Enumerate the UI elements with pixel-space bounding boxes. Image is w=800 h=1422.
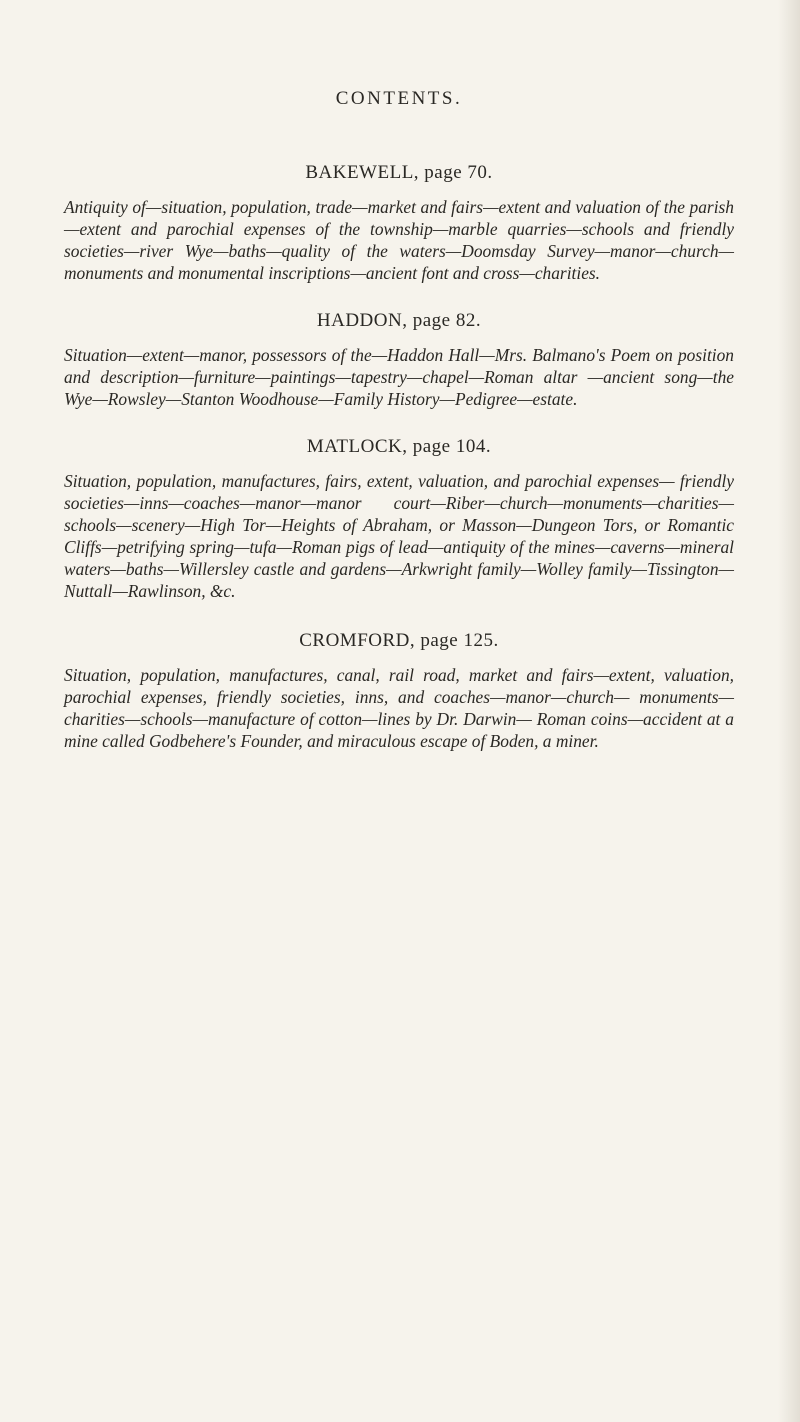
entry-heading: MATLOCK, page 104. [306,436,492,457]
contents-entry-matlock [64,436,734,602]
entry-heading: HADDON, page 82. [316,310,482,331]
contents-entry-haddon [64,310,734,410]
entry-summary: Situation, population, manufactures, canal, rail road, market and fairs—extent, valuation, parochial expenses, friendly societies, inns, and coaches—manor—church— monuments—charities—schools—manufacture of cotton—lines by Dr. Darwin— Roman coins—accident at a mine called Godbehere's Founder, and miraculous escape of Boden, a miner. [64,665,734,751]
entry-summary: Situation, population, manufactures, fairs, extent, valuation, and parochial expenses— friendly societies—inns—coaches—manor—manor court—Riber—church—monuments—charities—schools—scenery—High Tor—Heights of Abraham, or Masson—Dungeon Tors, or Romantic Cliffs—petrifying spring—tufa—Roman pigs of lead—antiquity of the mines—caverns—mineral waters—baths—Willersley castle and gardens—Arkwright family—Wolley family—Tissington—Nuttall—Rawlinson, &c. [64,471,734,601]
contents-entry-cromford [64,630,734,752]
entry-summary: Antiquity of—situation, population, trade—market and fairs—extent and valuation of the parish—extent and parochial expenses of the township—marble quarries—schools and friendly societies—river Wye—baths—quality of the waters—Doomsday Survey—manor—church—monuments and monumental inscriptions—ancient font and cross—charities. [64,197,734,283]
entry-heading: CROMFORD, page 125. [299,630,499,651]
entry-summary: Situation—extent—manor, possessors of the—Haddon Hall—Mrs. Balmano's Poem on position and description—furniture—paintings—tapestry—chapel—Roman altar —ancient song—the Wye—Rowsley—Stanton Woodhouse—Family History—Pedigree—estate. [64,345,734,409]
page-edge-shadow [778,0,800,1422]
contents-entry-bakewell [64,162,734,284]
page-title: CONTENTS. [335,88,463,109]
entry-heading: BAKEWELL, page 70. [305,162,493,183]
